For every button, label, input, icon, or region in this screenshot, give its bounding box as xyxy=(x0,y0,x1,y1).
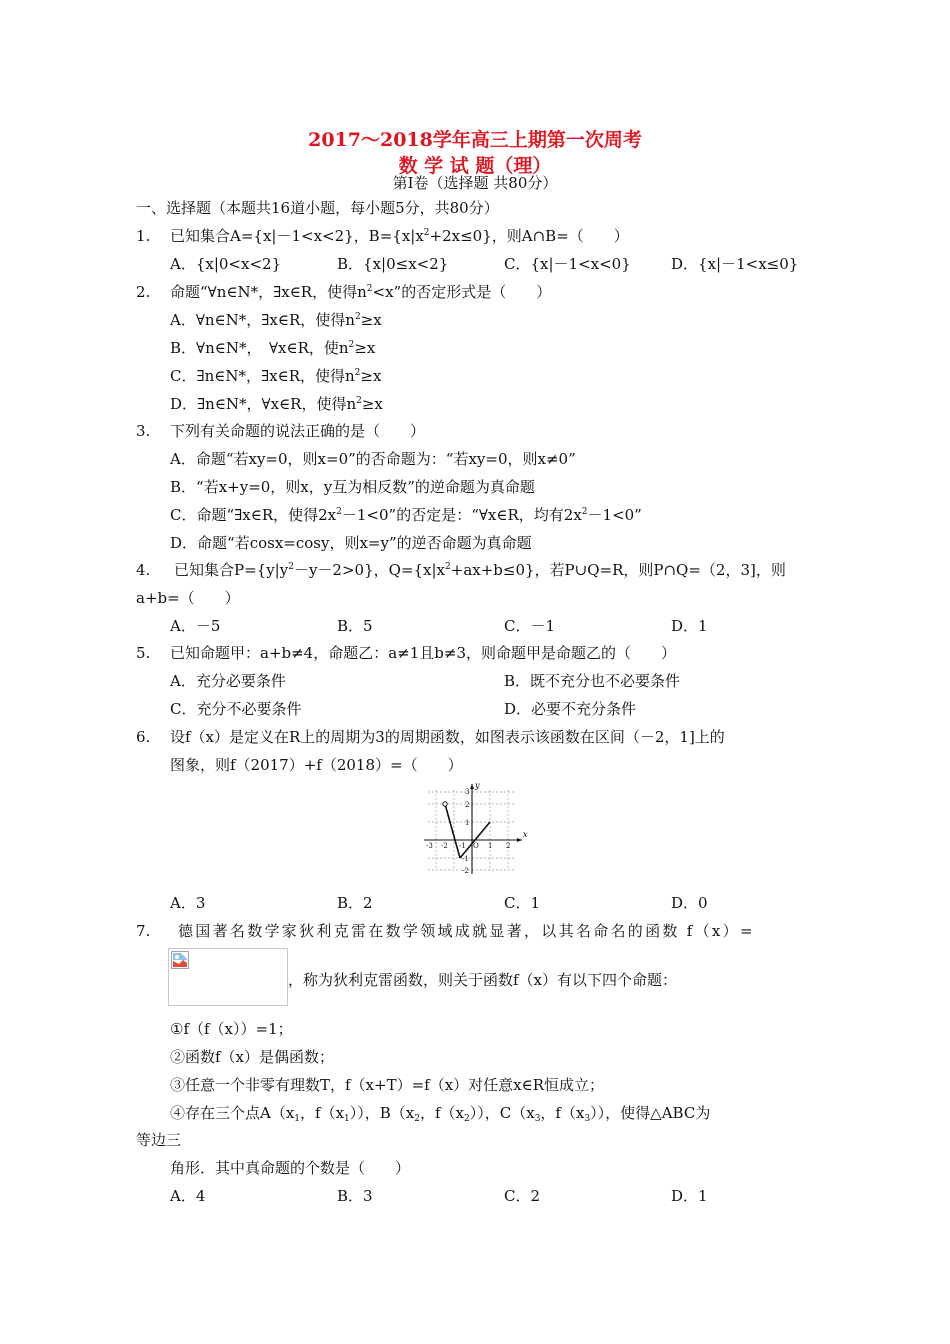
question-6-option-b: B．2 xyxy=(337,894,373,912)
question-3-option-b: B．“若x+y=0，则x，y互为相反数”的逆命题为真命题 xyxy=(170,478,535,496)
part-heading: 一、选择题（本题共16道小题，每小题5分，共80分） xyxy=(136,199,499,217)
origin-label: O xyxy=(473,842,479,850)
x-tick-label: 2 xyxy=(506,842,511,850)
question-3-option-a: A．命题“若xy=0，则x=0”的否命题为：“若xy=0，则x≠0” xyxy=(170,450,576,468)
question-7-stem-continued: ，称为狄利克雷函数，则关于函数f（x）有以下四个命题： xyxy=(288,971,678,989)
y-tick-label: 3 xyxy=(465,788,470,796)
question-7-statement-3: ③任意一个非零有理数T，f（x+T）=f（x）对任意x∈R恒成立； xyxy=(170,1076,605,1094)
question-2-number: 2. xyxy=(136,283,151,301)
question-7-statement-4: ④存在三个点$A(x_1$，$f(x_1)$），$B(x_2$，$f(x_2)$），$C(x_3$，$f(x_3)$），使得△ABC为 xyxy=(170,1104,711,1124)
question-2-option-d: D．∃n∈N*，∀x∈R，使得$n^2\ge x$ xyxy=(170,395,383,413)
question-2-option-c: C．∃n∈N*，∃x∈R，使得$n^2\ge x$ xyxy=(170,367,382,385)
question-5-option-d: D．必要不充分条件 xyxy=(504,700,637,718)
question-5-option-c: C．充分不必要条件 xyxy=(170,700,302,718)
question-6-stem-continued: 图象，则f（2017）+f（2018）=（ ） xyxy=(170,756,463,774)
question-7-question: 角形．其中真命题的个数是（ ） xyxy=(170,1159,411,1177)
broken-image-icon xyxy=(171,951,189,969)
question-7-option-c: C．2 xyxy=(504,1187,541,1205)
question-7-stem: 德国著名数学家狄利克雷在数学领域成就显著，以其名命名的函数 f（x）= xyxy=(178,922,755,940)
question-1-stem: 已知集合A={x|－1<x<2}，$B=\{x|x^2+2x\le 0\}$，则A∩B=（ ） xyxy=(170,227,629,245)
question-7-option-a: A．4 xyxy=(170,1187,206,1205)
question-4-option-a: A．－5 xyxy=(170,617,221,635)
y-tick-label: -2 xyxy=(462,867,469,875)
question-3-number: 3. xyxy=(136,422,151,440)
x-tick-label: 1 xyxy=(488,842,493,850)
x-tick-label: -2 xyxy=(441,842,448,850)
question-1-option-c: C．{x|－1<x<0} xyxy=(504,255,631,273)
question-1-option-b: B．{x|0≤x<2} xyxy=(337,255,449,273)
x-axis-arrow xyxy=(517,838,522,842)
y-tick-label: 2 xyxy=(465,801,470,809)
y-tick-label: 1 xyxy=(465,819,470,827)
question-1-option-a: A．{x|0<x<2} xyxy=(170,255,282,273)
question-6-number: 6. xyxy=(136,728,151,746)
question-7-option-b: B．3 xyxy=(337,1187,373,1205)
x-axis-label: x xyxy=(523,830,528,839)
question-1-option-d: D．{x|－1<x≤0} xyxy=(671,255,799,273)
question-4-stem-continued: a+b=（ ） xyxy=(136,589,240,607)
question-7-number: 7. xyxy=(136,922,151,940)
question-3-stem: 下列有关命题的说法正确的是（ ） xyxy=(170,422,426,440)
exam-subtitle: 数 学 试 题（理） xyxy=(398,155,552,177)
question-7-statement-1: ①f（f（x））=1； xyxy=(170,1020,293,1038)
x-tick-label: -3 xyxy=(426,842,433,850)
question-7-option-d: D．1 xyxy=(671,1187,708,1205)
question-4-option-b: B．5 xyxy=(337,617,373,635)
question-1-number: 1. xyxy=(136,227,151,245)
question-3-option-d: D．命题“若cosx=cosy，则x=y”的逆否命题为真命题 xyxy=(170,534,532,552)
question-6-option-c: C．1 xyxy=(504,894,541,912)
question-6-option-d: D．0 xyxy=(671,894,708,912)
question-5-option-a: A．充分必要条件 xyxy=(170,672,286,690)
y-tick-label: -1 xyxy=(462,855,469,863)
question-6-option-a: A．3 xyxy=(170,894,206,912)
question-7-statement-2: ②函数f（x）是偶函数； xyxy=(170,1048,335,1066)
section-heading: 第Ⅰ卷（选择题 共80分） xyxy=(392,174,558,192)
missing-formula-image xyxy=(168,948,288,1006)
y-axis-arrow xyxy=(470,784,474,789)
question-4-number: 4. xyxy=(136,561,151,579)
question-2-stem: 命题“∀n∈N*，∃x∈R，使得$n^2<x$”的否定形式是（ ） xyxy=(170,283,552,301)
question-2-option-a: A．∀n∈N*，∃x∈R，使得$n^2\ge x$ xyxy=(170,311,382,329)
question-5-number: 5. xyxy=(136,644,151,662)
question-5-stem: 已知命题甲：a+b≠4，命题乙：a≠1且b≠3，则命题甲是命题乙的（ ） xyxy=(170,644,676,662)
question-6-stem: 设f（x）是定义在R上的周期为3的周期函数，如图表示该函数在区间（－2，1]上的 xyxy=(170,728,725,746)
question-4-option-d: D．1 xyxy=(671,617,708,635)
x-tick-label: -1 xyxy=(459,842,466,850)
exam-title: 2017～2018学年高三上期第一次周考 xyxy=(308,129,642,151)
question-2-option-b: B．∀n∈N*， ∀x∈R，使$n^2\ge x$ xyxy=(170,339,376,357)
question-4-option-c: C．－1 xyxy=(504,617,556,635)
question-7-statement-4-continued: 等边三 xyxy=(136,1131,182,1149)
graph-grid xyxy=(428,790,514,870)
question-5-option-b: B．既不充分也不必要条件 xyxy=(504,672,681,690)
y-axis-label: y xyxy=(475,782,480,790)
function-graph xyxy=(418,782,528,878)
graph-open-endpoint xyxy=(443,802,447,806)
question-4-stem: 已知集合$P=\{y|y^2-y-2>0\}$，$Q=\{x|x^2+ax+b\le 0\}$，若P∪Q=R，则P∩Q=（2，3]，则 xyxy=(174,561,786,579)
question-3-option-c: C．命题“∃x∈R，使得$2x^2-1<0$”的否定是：“∀x∈R，均有$2x^2-1<0$” xyxy=(170,506,642,524)
